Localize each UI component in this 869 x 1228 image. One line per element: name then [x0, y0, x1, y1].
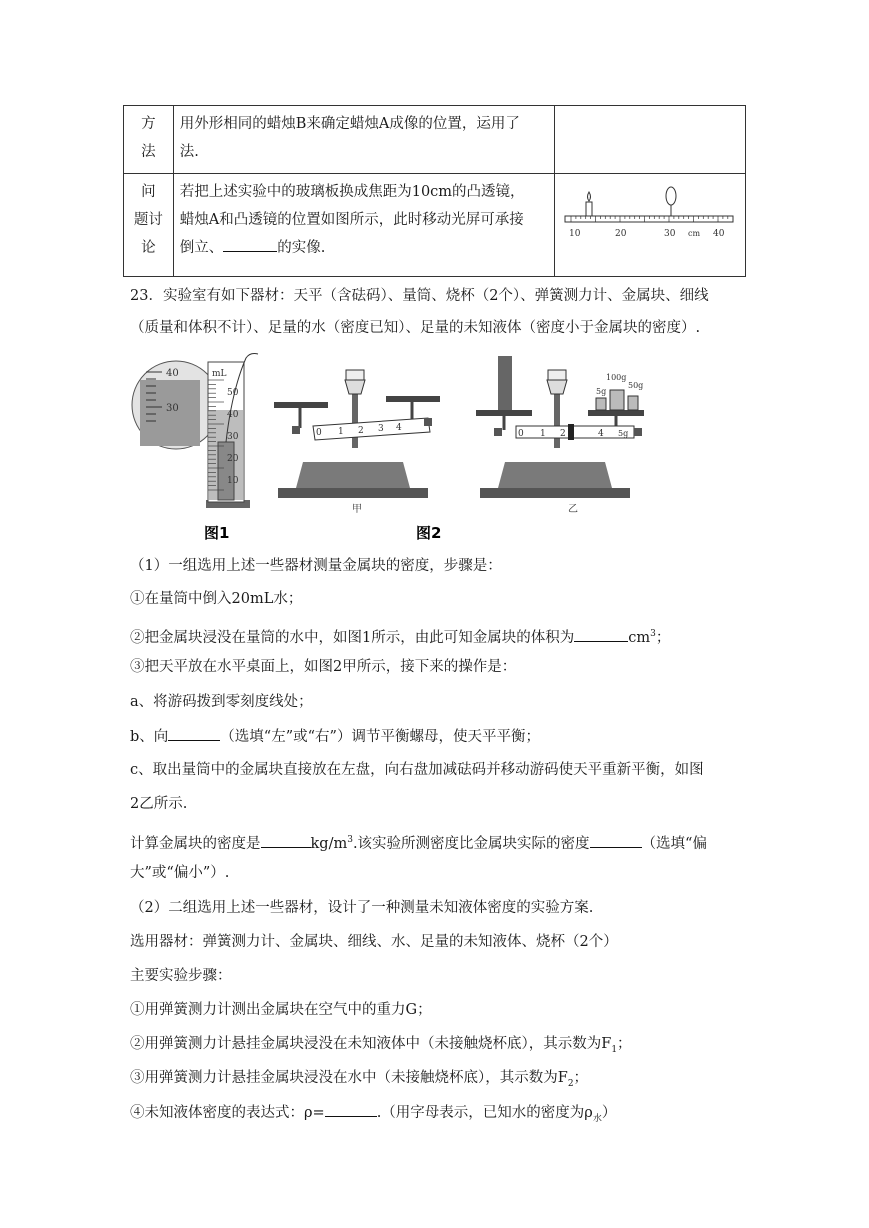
tick-label: cm [687, 229, 701, 238]
text-fragment: ） [601, 1105, 617, 1121]
row1-text [173, 106, 554, 174]
part1-b [130, 726, 540, 747]
text-fragment: ②把金属块浸没在量筒的水中，如图1所示，由此可知金属块的体积为 [130, 629, 575, 646]
text-fragment: （选填“左”或“右”）调节平衡螺母，使天平平衡； [220, 729, 540, 745]
part1-step3: ③把天平放在水平桌面上，如图2甲所示，接下来的操作是： [130, 659, 517, 675]
tick-label: 30 [663, 229, 676, 239]
cyl-tick-label: 20 [227, 454, 239, 464]
balance-yi [476, 356, 644, 498]
part1-c-line1: c、取出量筒中的金属块直接放在左盘，向右盘加减砝码并移动游码使天平重新平衡，如图 [130, 762, 704, 778]
beam-tick-label: 4 [598, 429, 604, 439]
label-line: 论 [141, 240, 156, 256]
part1-c-line2: 2乙所示. [130, 796, 188, 812]
beam-tick-label: 0 [518, 429, 524, 439]
text-fragment: .该实验所测密度比金属块实际的密度 [352, 835, 590, 852]
part1-calc-line2: 大”或“偏小”）. [130, 865, 230, 881]
text-fragment: ②用弹簧测力计悬挂金属块浸没在未知液体中（未接触烧杯底），其示数为F [130, 1036, 612, 1052]
text-line: 蜡烛A和凸透镜的位置如图所示，此时移动光屏可承接 [179, 212, 524, 228]
answer-blank-direction[interactable] [168, 726, 220, 741]
answer-blank-expression[interactable] [325, 1102, 377, 1117]
zoom-tick-label: 40 [166, 368, 179, 379]
text-fragment: （选填“偏 [641, 835, 707, 852]
text-fragment: b、向 [130, 729, 169, 745]
weight-label: 5g [596, 387, 607, 396]
cyl-tick-label: 50 [227, 388, 239, 398]
table-row [124, 174, 746, 277]
lens-icon [666, 187, 676, 205]
unit-text: cm [628, 629, 651, 646]
subscript: 2 [567, 1078, 574, 1089]
metal-block-on-pan [498, 356, 512, 410]
answer-blank-volume[interactable] [574, 627, 628, 642]
text-line: 法. [179, 144, 199, 160]
text-line [180, 234, 548, 262]
row1-label [124, 106, 174, 174]
text-fragment: 计算金属块的密度是 [130, 835, 261, 852]
text-fragment: .（用字母表示，已知水的密度为ρ [376, 1105, 593, 1121]
part1-step1: ①在量筒中倒入20mL水； [130, 591, 303, 607]
label-line: 方 [141, 116, 156, 132]
subscript: 水 [592, 1113, 602, 1124]
tick-label: 40 [712, 229, 725, 239]
part1-calc [130, 830, 707, 854]
beam-tick-label: 0 [316, 428, 322, 438]
weight-label: 50g [628, 381, 644, 390]
label-line: 问 [141, 184, 156, 200]
part2-steps-title: 主要实验步骤： [130, 968, 232, 984]
text-fragment: 的实像. [277, 240, 326, 256]
row2-figure-cell [554, 174, 745, 277]
q23-stem-line1: 23．实验室有如下器材：天平（含砝码）、量筒、烧杯（2个）、弹簧测力计、金属块、细线 [130, 288, 709, 304]
table-row [124, 106, 746, 174]
text-fragment: ； [573, 1070, 589, 1086]
answer-blank[interactable] [223, 237, 277, 252]
rider [568, 424, 574, 440]
weight-100g [610, 390, 624, 410]
cyl-tick-label: 10 [227, 476, 239, 486]
part1-a: a、将游码拨到零刻度线处； [130, 694, 313, 710]
flame-icon [587, 192, 590, 201]
part2-step2 [130, 1034, 632, 1060]
cyl-tick-label: 40 [227, 410, 239, 420]
q23-stem-line2: （质量和体积不计）、足量的水（密度已知）、足量的未知液体（密度小于金属块的密度）. [130, 320, 701, 336]
beam-tick-label: 3 [378, 424, 384, 434]
weight-50g [628, 396, 638, 410]
part1-step2 [130, 624, 670, 648]
subscript: 1 [611, 1044, 618, 1055]
row2-label [124, 174, 174, 277]
sub-label-yi: 乙 [568, 504, 578, 515]
text-line: 若把上述实验中的玻璃板换成焦距为10cm的凸透镜， [179, 184, 525, 200]
row2-text [173, 174, 554, 277]
label-line: 法 [141, 144, 156, 160]
text-fragment: ； [617, 1036, 632, 1052]
metal-block [218, 442, 234, 500]
beam-tick-label: 2 [560, 429, 566, 439]
unit-text: kg/m [310, 835, 348, 852]
beam-tick-label: 1 [540, 429, 546, 439]
experiment-table [123, 105, 746, 277]
part2-step4 [130, 1102, 616, 1129]
beam-tick-label: 4 [396, 423, 402, 433]
balance-jia [274, 370, 440, 498]
candle-icon [586, 202, 592, 216]
figure-1-label: 图1 [204, 524, 230, 542]
cyl-tick-label: 30 [227, 432, 239, 442]
weight-5g [596, 398, 606, 410]
row1-empty-cell [554, 106, 745, 174]
text-fragment: ③用弹簧测力计悬挂金属块浸没在水中（未接触烧杯底），其示数为F [130, 1070, 568, 1086]
part2-tools: 选用器材：弹簧测力计、金属块、细线、水、足量的未知液体、烧杯（2个） [130, 934, 618, 950]
tick-label: 10 [568, 229, 581, 239]
part1-intro: （1）一组选用上述一些器材测量金属块的密度，步骤是： [130, 558, 502, 574]
sub-label-jia: 甲 [352, 504, 362, 515]
figure-2-label: 图2 [416, 524, 442, 542]
label-line: 题讨 [133, 212, 163, 228]
text-line: 用外形相同的蜡烛B来确定蜡烛A成像的位置，运用了 [179, 116, 520, 132]
part2-intro: （2）二组选用上述一些器材，设计了一种测量未知液体密度的实验方案. [130, 900, 594, 916]
experiment-figure [128, 350, 668, 550]
part2-step1: ①用弹簧测力计测出金属块在空气中的重力G； [130, 1002, 432, 1018]
text-fragment: 倒立、 [179, 240, 224, 256]
lens-ruler-figure [555, 186, 745, 246]
superscript: 3 [347, 835, 353, 845]
answer-blank-bias[interactable] [590, 833, 642, 848]
ruler [565, 216, 733, 222]
part2-step3 [130, 1068, 588, 1094]
beam-tick-label: 5g [618, 429, 629, 438]
text-fragment: ④未知液体密度的表达式：ρ= [130, 1105, 325, 1121]
text-fragment: ； [655, 629, 671, 646]
superscript: 3 [650, 629, 656, 639]
tick-label: 20 [614, 229, 627, 239]
weight-label: 100g [606, 373, 627, 382]
cylinder-unit: mL [212, 369, 227, 379]
answer-blank-density[interactable] [261, 833, 311, 848]
beam-tick-label: 2 [358, 426, 364, 436]
beam-tick-label: 1 [338, 427, 344, 437]
zoom-tick-label: 30 [166, 403, 179, 414]
